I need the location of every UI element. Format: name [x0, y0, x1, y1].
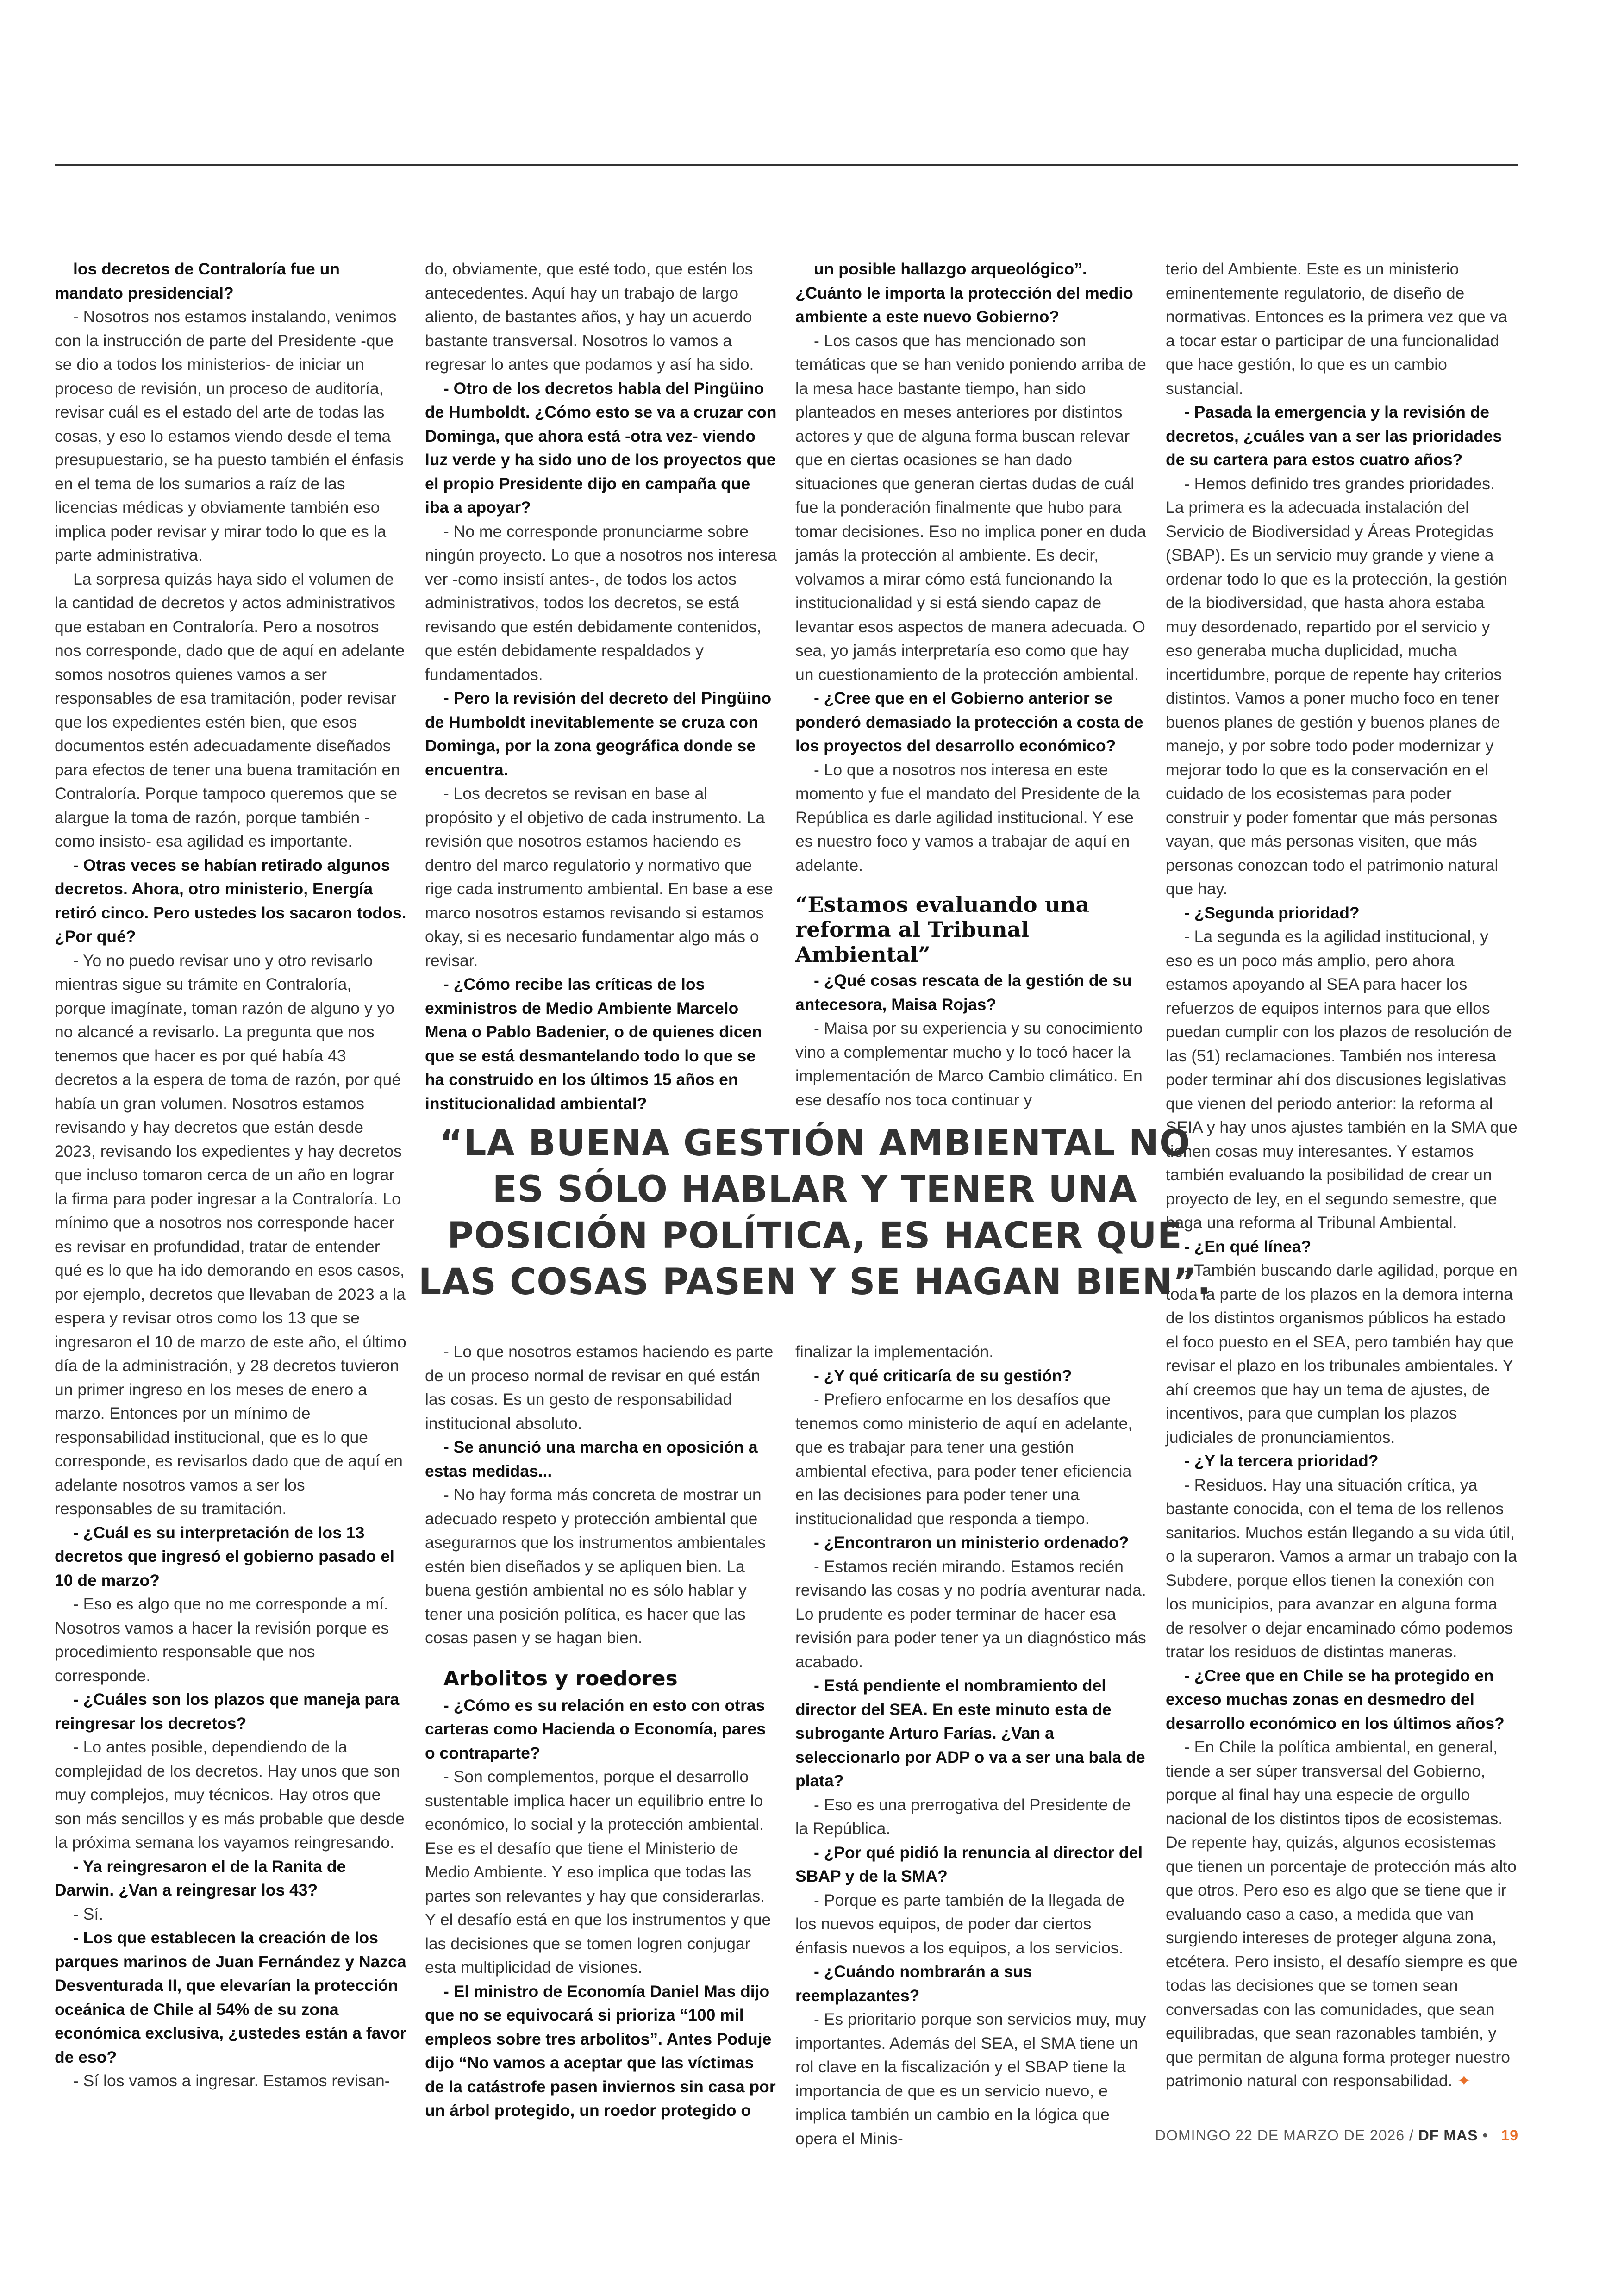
interview-question: - ¿Cree que en el Gobierno anterior se ponderó demasiado la protección a costa de los proyectos del desarrollo económico? [795, 689, 1143, 755]
interview-question: - Está pendiente el nombramiento del director del SEA. En este minuto esta de subrogante Arturo Farías. ¿Van a seleccionarlo por ADP o va a ser una bala de plata? [795, 1676, 1145, 1790]
interview-question: - ¿Cuáles son los plazos que maneja para reingresar los decretos? [55, 1690, 400, 1733]
body-paragraph: terio del Ambiente. Este es un ministerio eminentemente regulatorio, de diseño de normativas. Entonces es la primera vez que va a tocar estar o participar de una funcionalidad que hace gestión, lo que es un cambio sustancial. [1166, 260, 1507, 398]
interview-question: - Ya reingresaron el de la Ranita de Darwin. ¿Van a reingresar los 43? [55, 1857, 346, 1899]
top-rule [55, 164, 1518, 166]
pull-quote: “LA BUENA GESTIÓN AMBIENTAL NO ES SÓLO HABLAR Y TENER UNA POSICIÓN POLÍTICA, ES HACER QUE LAS COSAS PASEN Y SE HAGAN BIEN”. [418, 1123, 1212, 1303]
body-paragraph: - Eso es algo que no me corresponde a mí. Nosotros vamos a hacer la revisión porque es procedimiento responsable que nos corresponde. [55, 1595, 389, 1685]
body-paragraph: - Son complementos, porque el desarrollo sustentable implica hacer un equilibrio entre lo económico, lo social y la protección ambiental. Ese es el desafío que tiene el Ministerio de Medio Ambiente. Y eso implica que todas las partes son relevantes y hay que considerarlas. Y el desafío está en que los instrumentos y que las decisiones que se tomen logren conjugar esta multiplicidad de visiones. [425, 1767, 771, 1977]
body-paragraph: - Sí los vamos a ingresar. Estamos revisan- [73, 2071, 390, 2090]
column-3-bottom [795, 1340, 1147, 2151]
body-paragraph: - La segunda es la agilidad institucional, y eso es un poco más amplio, pero ahora estamos apoyando al SEA para hacer los refuerzos de equipos internos para que ellos puedan cumplir con los plazos de resolución de las (51) reclamaciones. También nos interesa poder terminar ahí dos discusiones legislativas que vienen del periodo anterior: la reforma al SEIA y hay unos ajustes también en la SMA que tienen cosas muy interesantes. Y estamos también evaluando la posibilidad de crear un proyecto de ley, en el segundo semestre, que haga una reforma al Tribunal Ambiental. [1166, 927, 1518, 1232]
body-paragraph: - Residuos. Hay una situación crítica, ya bastante conocida, con el tema de los rellenos sanitarios. Muchos están llegando a su vida útil, o la superaron. Vamos a armar un trabajo con la Subdere, porque ellos tienen la conexión con los municipios, para avanzar en alguna forma de resolver o dejar encaminado cómo podemos tratar los residuos de distintas maneras. [1166, 1475, 1518, 1661]
interview-question: - ¿Por qué pidió la renuncia al director del SBAP y de la SMA? [795, 1843, 1143, 1885]
interview-question: - Otro de los decretos habla del Pingüino de Humboldt. ¿Cómo esto se va a cruzar con Dominga, que ahora está -otra vez- viendo luz verde y ha sido uno de los proyectos que el propio Presidente dijo en campaña que iba a apoyar? [425, 379, 777, 517]
body-paragraph: do, obviamente, que esté todo, que estén los antecedentes. Aquí hay un trabajo de largo aliento, de bastantes años, y hay un acuerdo bastante transversal. Nosotros lo vamos a regresar lo antes que podamos y así ha sido. [425, 260, 754, 374]
interview-question: - ¿Cree que en Chile se ha protegido en exceso muchas zonas en desmedro del desarrollo económico en los últimos años? [1166, 1666, 1505, 1733]
footer-separator: / [1409, 2127, 1414, 2144]
column-4 [1166, 257, 1518, 2093]
interview-question: - ¿Y la tercera prioridad? [1184, 1452, 1379, 1470]
footer-date: DOMINGO 22 DE MARZO DE 2026 [1155, 2127, 1405, 2144]
body-paragraph: - Hemos definido tres grandes prioridades. La primera es la adecuada instalación del Servicio de Biodiversidad y Áreas Protegidas (SBAP). Es un servicio muy grande y viene a ordenar todo lo que es la protección, la gestión de la biodiversidad, que hasta ahora estaba muy desordenado, repartido por el servicio y eso generaba mucha duplicidad, mucha incertidumbre, porque de repente hay criterios distintos. Vamos a poner mucho foco en tener buenos planes de gestión y buenos planes de manejo, y por sobre todo poder modernizar y mejorar todo lo que es la conservación en el cuidado de los ecosistemas para poder construir y poder fomentar que más personas vayan, que más personas visiten, que más personas conozcan todo el patrimonio natural que hay. [1166, 474, 1508, 898]
body-paragraph: - Es prioritario porque son servicios muy, muy importantes. Además del SEA, el SMA tiene un rol clave en la fiscalización y el SBAP tiene la importancia de que es un servicio nuevo, e implica también un cambio en la lógica que opera el Minis- [795, 2010, 1146, 2148]
body-paragraph: - No hay forma más concreta de mostrar un adecuado respeto y protección ambiental que asegurarnos que los instrumentos ambientales estén bien diseñados y se apliquen bien. La buena gestión ambiental no es sólo hablar y tener una posición política, es hacer que las cosas pasen y se hagan bien. [425, 1485, 766, 1647]
interview-question: - ¿Encontraron un ministerio ordenado? [814, 1533, 1129, 1552]
column-1 [55, 257, 406, 2093]
interview-question: un posible hallazgo arqueológico”. ¿Cuánto le importa la protección del medio ambiente a este nuevo Gobierno? [795, 260, 1133, 326]
body-paragraph: - Estamos recién mirando. Estamos recién revisando las cosas y no podría aventurar nada. Lo prudente es poder terminar de hacer esa revisión para poder tener ya un diagnóstico más acabado. [795, 1557, 1146, 1671]
interview-question: - ¿Cómo es su relación en esto con otras carteras como Hacienda o Economía, pares o contraparte? [425, 1696, 766, 1762]
footer-brand: DF MAS [1418, 2127, 1478, 2144]
body-paragraph: - Los decretos se revisan en base al propósito y el objetivo de cada instrumento. La revisión que nosotros estamos haciendo es dentro del marco regulatorio y normativo que rige cada instrumento ambiental. En base a ese marco nosotros estamos revisando si estamos okay, si es necesario fundamentar algo más o revisar. [425, 784, 773, 970]
interview-question: - ¿Cómo recibe las críticas de los exministros de Medio Ambiente Marcelo Mena o Pablo Badenier, o de quienes dicen que se está desmantelando todo lo que se ha construido en los últimos 15 años en institucionalidad ambiental? [425, 975, 762, 1113]
column-2-bottom [425, 1340, 777, 2123]
interview-question: - Se anunció una marcha en oposición a estas medidas... [425, 1438, 758, 1480]
body-paragraph: - Nosotros nos estamos instalando, venimos con la instrucción de parte del Presidente -que se dio a todos los ministerios- de iniciar un proceso de revisión, un proceso de auditoría, revisar cuál es el estado del arte de todas las cosas, y eso lo estamos viendo desde el tema presupuestario, se ha puesto también el énfasis en el tema de los sumarios a raíz de las licencias médicas y obviamente también eso implica poder revisar y mirar todo lo que es la parte administrativa. [55, 307, 404, 564]
end-of-article-icon: ✦ [1452, 2071, 1471, 2090]
body-paragraph: - Sí. [73, 1904, 104, 1923]
interview-question: - ¿Qué cosas rescata de la gestión de su antecesora, Maisa Rojas? [795, 971, 1132, 1014]
body-paragraph: - En Chile la política ambiental, en general, tiende a ser súper transversal del Gobierno, porque al final hay una especie de orgullo nacional de los distintos tipos de ecosistemas. De repente hay, quizás, algunos ecosistemas que tienen un porcentaje de protección más alto que otros. Pero eso es algo que se tiene que ir evaluando caso a caso, a medida que van surgiendo intereses de proteger alguna zona, etcétera. Pero insisto, el desafío siempre es que todas las decisiones que se tomen sean conversadas con las comunidades, que sean equilibradas, que sean razonables también, y que permitan de alguna forma proteger nuestro patrimonio natural con responsabilidad. ✦ [1166, 1738, 1518, 2090]
body-paragraph: - Eso es una prerrogativa del Presidente de la República. [795, 1795, 1131, 1838]
body-paragraph: - Maisa por su experiencia y su conocimiento vino a complementar mucho y lo tocó hacer la implementación de Marco Cambio climático. En ese desafío nos toca continuar y [795, 1019, 1143, 1109]
interview-question: los decretos de Contraloría fue un mandato presidencial? [55, 260, 340, 302]
interview-question: - El ministro de Economía Daniel Mas dijo que no se equivocará si prioriza “100 mil empleos sobre tres arbolitos”. Antes Poduje dijo “No vamos a aceptar que las víctimas de la catástrofe pasen inviernos sin casa por un árbol protegido, un roedor protegido o [425, 1982, 776, 2120]
body-paragraph: - Lo que a nosotros nos interesa en este momento y fue el mandato del Presidente de la República es darle agilidad institucional. Y ese es nuestro foco y vamos a trabajar de aquí en adelante. [795, 760, 1140, 874]
body-paragraph: - Lo antes posible, dependiendo de la complejidad de los decretos. Hay unos que son muy complejos, muy técnicos. Hay otros que son más sencillos y es más probable que desde la próxima semana los vayamos reingresando. [55, 1738, 405, 1852]
interview-question: - Pasada la emergencia y la revisión de decretos, ¿cuáles van a ser las prioridades de su cartera para estos cuatro años? [1166, 403, 1502, 469]
body-paragraph: - Prefiero enfocarme en los desafíos que tenemos como ministerio de aquí en adelante, que es trabajar para tener una gestión ambiental efectiva, para poder tener eficiencia en las decisiones para poder tener una institucionalidad que responda a tiempo. [795, 1390, 1133, 1528]
body-paragraph: - No me corresponde pronunciarme sobre ningún proyecto. Lo que a nosotros nos interesa ver -como insistí antes-, de todos los actos administrativos, todos los decretos, se está revisando que estén debidamente contenidos, que estén debidamente respaldados y fundamentados. [425, 522, 777, 684]
body-paragraph: - Los casos que has mencionado son temáticas que se han venido poniendo arriba de la mesa hace bastante tiempo, han sido planteados en meses anteriores por distintos actores y que de alguna forma buscan relevar que en ciertas ocasiones se han dado situaciones que generan ciertas dudas de cuál fue la ponderación finalmente que hubo para tomar decisiones. Eso no implica poner en duda jamás la protección al ambiente. Es decir, volvamos a mirar cómo está funcionando la institucionalidad y si está siendo capaz de levantar esos aspectos de manera adecuada. O sea, yo jamás interpretaría eso como que hay un cuestionamiento de la protección ambiental. [795, 331, 1146, 684]
interview-question: - Pero la revisión del decreto del Pingüino de Humboldt inevitablemente se cruza con Dominga, por la zona geográfica donde se encuentra. [425, 689, 772, 779]
interview-question: - ¿Segunda prioridad? [1184, 903, 1360, 922]
page-number: 19 [1501, 2127, 1518, 2144]
page-footer [1153, 2127, 1518, 2144]
interview-question: - ¿Cuál es su interpretación de los 13 decretos que ingresó el gobierno pasado el 10 de marzo? [55, 1523, 394, 1590]
body-paragraph: - También buscando darle agilidad, porque en toda la parte de los plazos en la demora interna de los distintos organismos públicos ha estado el foco puesto en el SEA, pero también hay que revisar el plazo en los tribunales ambientales. Y ahí creemos que hay un tema de ajustes, de incentivos, para que cumplan los plazos judiciales de pronunciamientos. [1166, 1261, 1518, 1447]
interview-question: - ¿Y qué criticaría de su gestión? [814, 1366, 1072, 1385]
interview-question: - ¿Cuándo nombrarán a sus reemplazantes? [795, 1962, 1032, 2005]
section-subheading: “Estamos evaluando una reforma al Tribunal Ambiental” [795, 892, 1090, 967]
body-paragraph: - Lo que nosotros estamos haciendo es parte de un proceso normal de revisar en qué están las cosas. Es un gesto de responsabilidad institucional absoluto. [425, 1342, 774, 1433]
footer-dot: • [1482, 2127, 1488, 2144]
section-subheading: Arbolitos y roedores [443, 1666, 678, 1690]
interview-question: - ¿En qué línea? [1184, 1237, 1312, 1256]
column-3-top [795, 257, 1147, 1112]
body-paragraph: - Porque es parte también de la llegada de los nuevos equipos, de poder dar ciertos énfasis nuevos a los equipos, a los servicios. [795, 1890, 1124, 1957]
interview-question: - Los que establecen la creación de los parques marinos de Juan Fernández y Nazca Desventurada II, que elevarían la protección oceánica de Chile al 54% de su zona económica exclusiva, ¿ustedes están a favor de eso? [55, 1928, 406, 2066]
body-paragraph: - Yo no puedo revisar uno y otro revisarlo mientras sigue su trámite en Contraloría, porque imagínate, toman razón de alguno y yo no alcancé a revisarlo. La pregunta que nos tenemos que hacer es por qué había 43 decretos a la espera de toma de razón, por qué había un gran volumen. Nosotros estamos revisando y hay decretos que están desde 2023, revisando los expedientes y hay decretos que incluso tomaron cerca de un año en lograr la firma para poder ingresar a la Contraloría. Lo mínimo que a nosotros nos corresponde hacer es revisar en profundidad, tratar de entender qué es lo que ha ido demorando en esos casos, por ejemplo, decretos que llevaban de 2023 a la espera y revisar otros como los 13 que se ingresaron el 10 de marzo de este año, el último día de la administración, y 28 decretos tuvieron un primer ingreso en los meses de enero a marzo. Entonces por un mínimo de responsabilidad institucional, que es lo que corresponde, es revisarlos dado que de aquí en adelante nosotros vamos a ser los responsables de su tramitación. [55, 951, 406, 1518]
body-paragraph: La sorpresa quizás haya sido el volumen de la cantidad de decretos y actos administrativos que estaban en Contraloría. Pero a nosotros nos corresponde, dado que de aquí en adelante somos nosotros quienes vamos a ser responsables de esa tramitación, poder revisar que los expedientes estén bien, que esos documentos estén adecuadamente diseñados para efectos de tener una buena tramitación en Contraloría. Porque tampoco queremos que se alargue la toma de razón, porque también -como insisto- esa agilidad es importante. [55, 569, 405, 850]
body-paragraph: finalizar la implementación. [795, 1342, 994, 1361]
interview-question: - Otras veces se habían retirado algunos decretos. Ahora, otro ministerio, Energía retiró cinco. Pero ustedes los sacaron todos. ¿Por qué? [55, 855, 406, 946]
column-2-top [425, 257, 777, 1116]
